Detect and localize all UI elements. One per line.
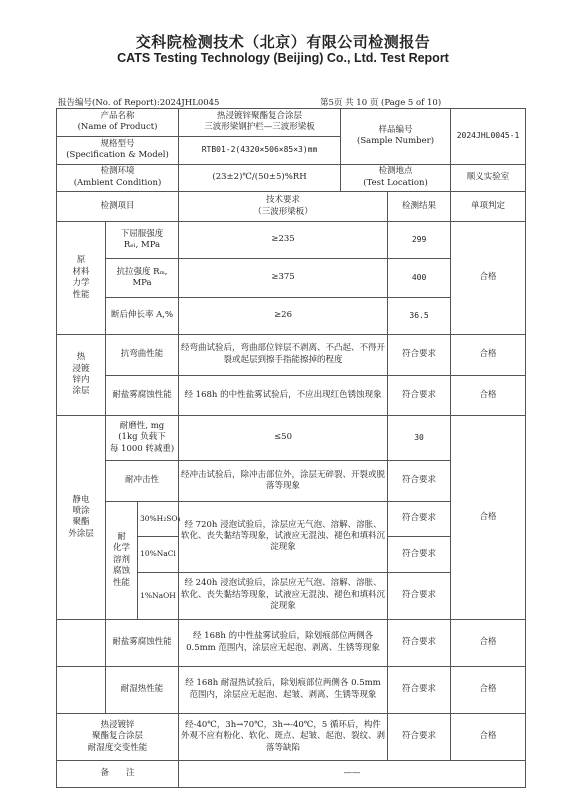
- env-label: 检测环境 (Ambient Condition): [57, 164, 179, 192]
- group-powder: 静电 喷涂 聚酯 外涂层: [57, 416, 106, 620]
- req-impact: 经冲击试验后，除冲击部位外，涂层无碎裂、开裂或脱落等现象: [179, 461, 388, 502]
- table-row: [57, 713, 526, 760]
- req-bend: 经弯曲试验后，弯曲部位锌层不剥离、不凸起、不得开裂或起层到擦手指能擦掉的程度: [179, 334, 388, 375]
- result-impact: 符合要求: [388, 461, 451, 502]
- table-row: [57, 666, 526, 713]
- req-yield: ≥235: [179, 222, 388, 258]
- location-label: 检测地点 (Test Location): [341, 164, 451, 192]
- result-tensile: 400: [388, 258, 451, 298]
- page-info: 第5页 共 10 页 (Page 5 of 10): [320, 98, 442, 108]
- group-chem: 耐 化学 溶剂 腐蚀 性能: [106, 501, 138, 619]
- item-h2so4: 30%H₂SO₄: [138, 501, 179, 536]
- item-elongation: 断后伸长率 A,%: [106, 298, 179, 334]
- group-zinc: 热 浸镀 锌内 涂层: [57, 334, 106, 415]
- item-salt-spray-zinc: 耐盐雾腐蚀性能: [106, 375, 179, 416]
- remark-row: [57, 761, 526, 788]
- req-salt-spray-zinc: 经 168h 的中性盐雾试验后，不应出现红色锈蚀现象: [179, 375, 388, 416]
- result-yield: 299: [388, 222, 451, 258]
- group-powder-spacer: [57, 666, 106, 713]
- remark-value: ——: [179, 761, 526, 788]
- result-humid-heat: 符合要求: [388, 666, 451, 713]
- col-header-item: 检测项目: [57, 192, 179, 222]
- table-row: [57, 619, 526, 666]
- test-report-table: [56, 108, 526, 788]
- verdict-humid-heat: 合格: [451, 666, 526, 713]
- table-row: [57, 416, 526, 461]
- sample-value: 2024JHL0045-1: [451, 109, 526, 165]
- product-value: 热浸镀锌聚酯复合涂层 三波形梁钢护栏—三波形梁板: [179, 109, 341, 137]
- result-nacl: 符合要求: [388, 537, 451, 572]
- report-title-en: CATS Testing Technology (Beijing) Co., Ltd. Test Report: [117, 51, 449, 65]
- verdict-powder: 合格: [451, 416, 526, 620]
- req-acid-salt: 经 720h 浸泡试验后，涂层应无气泡、溶解、溶胀、软化、丧失黏结等现象，试液应无混浊、褪色和填料沉淀现象: [179, 501, 388, 572]
- req-cycle: 经-40℃，3h→70℃，3h→-40℃，5 循环后，构件外观不应有粉化、软化、斑点、起皱、起泡、裂纹、剥落等缺陷: [179, 713, 388, 760]
- spec-value: RTB01-2(4320×506×85×3)mm: [179, 136, 341, 164]
- result-salt-spray-zinc: 符合要求: [388, 375, 451, 416]
- result-h2so4: 符合要求: [388, 501, 451, 536]
- table-row: [57, 222, 526, 258]
- verdict-bend: 合格: [451, 334, 526, 375]
- col-header-verdict: 单项判定: [451, 192, 526, 222]
- spec-label: 规格型号 (Specification & Model): [57, 136, 179, 164]
- item-humid-heat: 耐湿热性能: [106, 666, 179, 713]
- table-row: [57, 375, 526, 416]
- report-title-cn: 交科院检测技术（北京）有限公司检测报告: [135, 33, 431, 51]
- req-salt-spray-powder: 经 168h 的中性盐雾试验后，除划痕部位两侧各 0.5mm 范围内，涂层应无起泡、剥离、生锈等现象: [179, 619, 388, 666]
- item-wear: 耐磨性, mg (1kg 负载下 每 1000 转减重): [106, 416, 179, 461]
- col-header-requirement: 技术要求 （三波形梁板）: [179, 192, 388, 222]
- col-header-result: 检测结果: [388, 192, 451, 222]
- report-number: 报告编号(No. of Report):2024JHL0045: [58, 98, 220, 108]
- result-bend: 符合要求: [388, 334, 451, 375]
- info-row-env: [57, 164, 526, 192]
- product-label: 产品名称 (Name of Product): [57, 109, 179, 137]
- info-row-product: [57, 109, 526, 137]
- result-naoh: 符合要求: [388, 572, 451, 619]
- group-powder-spacer: [57, 619, 106, 666]
- item-impact: 耐冲击性: [106, 461, 179, 502]
- result-cycle: 符合要求: [388, 713, 451, 760]
- req-elongation: ≥26: [179, 298, 388, 334]
- item-bend: 抗弯曲性能: [106, 334, 179, 375]
- req-tensile: ≥375: [179, 258, 388, 298]
- req-naoh: 经 240h 浸泡试验后，涂层应无气泡、溶解、溶胀、软化、丧失黏结等现象，试液应无混浊、褪色和填料沉淀现象: [179, 572, 388, 619]
- result-wear: 30: [388, 416, 451, 461]
- req-wear: ≤50: [179, 416, 388, 461]
- location-value: 顺义实验室: [451, 164, 526, 192]
- verdict-salt-spray-powder: 合格: [451, 619, 526, 666]
- item-cycle: 热浸镀锌 聚酯复合涂层 耐湿度交变性能: [57, 713, 179, 760]
- result-elongation: 36.5: [388, 298, 451, 334]
- remark-label: 备 注: [57, 761, 179, 788]
- item-salt-spray-powder: 耐盐雾腐蚀性能: [106, 619, 179, 666]
- result-salt-spray-powder: 符合要求: [388, 619, 451, 666]
- req-humid-heat: 经 168h 耐湿热试验后，除划痕部位两侧各 0.5mm 范围内，涂层应无起泡、起皱、剥离、生锈等现象: [179, 666, 388, 713]
- item-naoh: 1%NaOH: [138, 572, 179, 619]
- verdict-salt-spray-zinc: 合格: [451, 375, 526, 416]
- table-row: [57, 334, 526, 375]
- sample-label: 样品编号 (Sample Number): [341, 109, 451, 165]
- item-tensile: 抗拉强度 Rₘ, MPa: [106, 258, 179, 298]
- env-value: (23±2)℃/(50±5)%RH: [179, 164, 341, 192]
- verdict-cycle: 合格: [451, 713, 526, 760]
- item-yield: 下屈服强度 Rₑₗ, MPa: [106, 222, 179, 258]
- group-material: 原 材料 力学 性能: [57, 222, 106, 334]
- column-header-row: [57, 192, 526, 222]
- item-nacl: 10%NaCl: [138, 537, 179, 572]
- verdict-material: 合格: [451, 222, 526, 334]
